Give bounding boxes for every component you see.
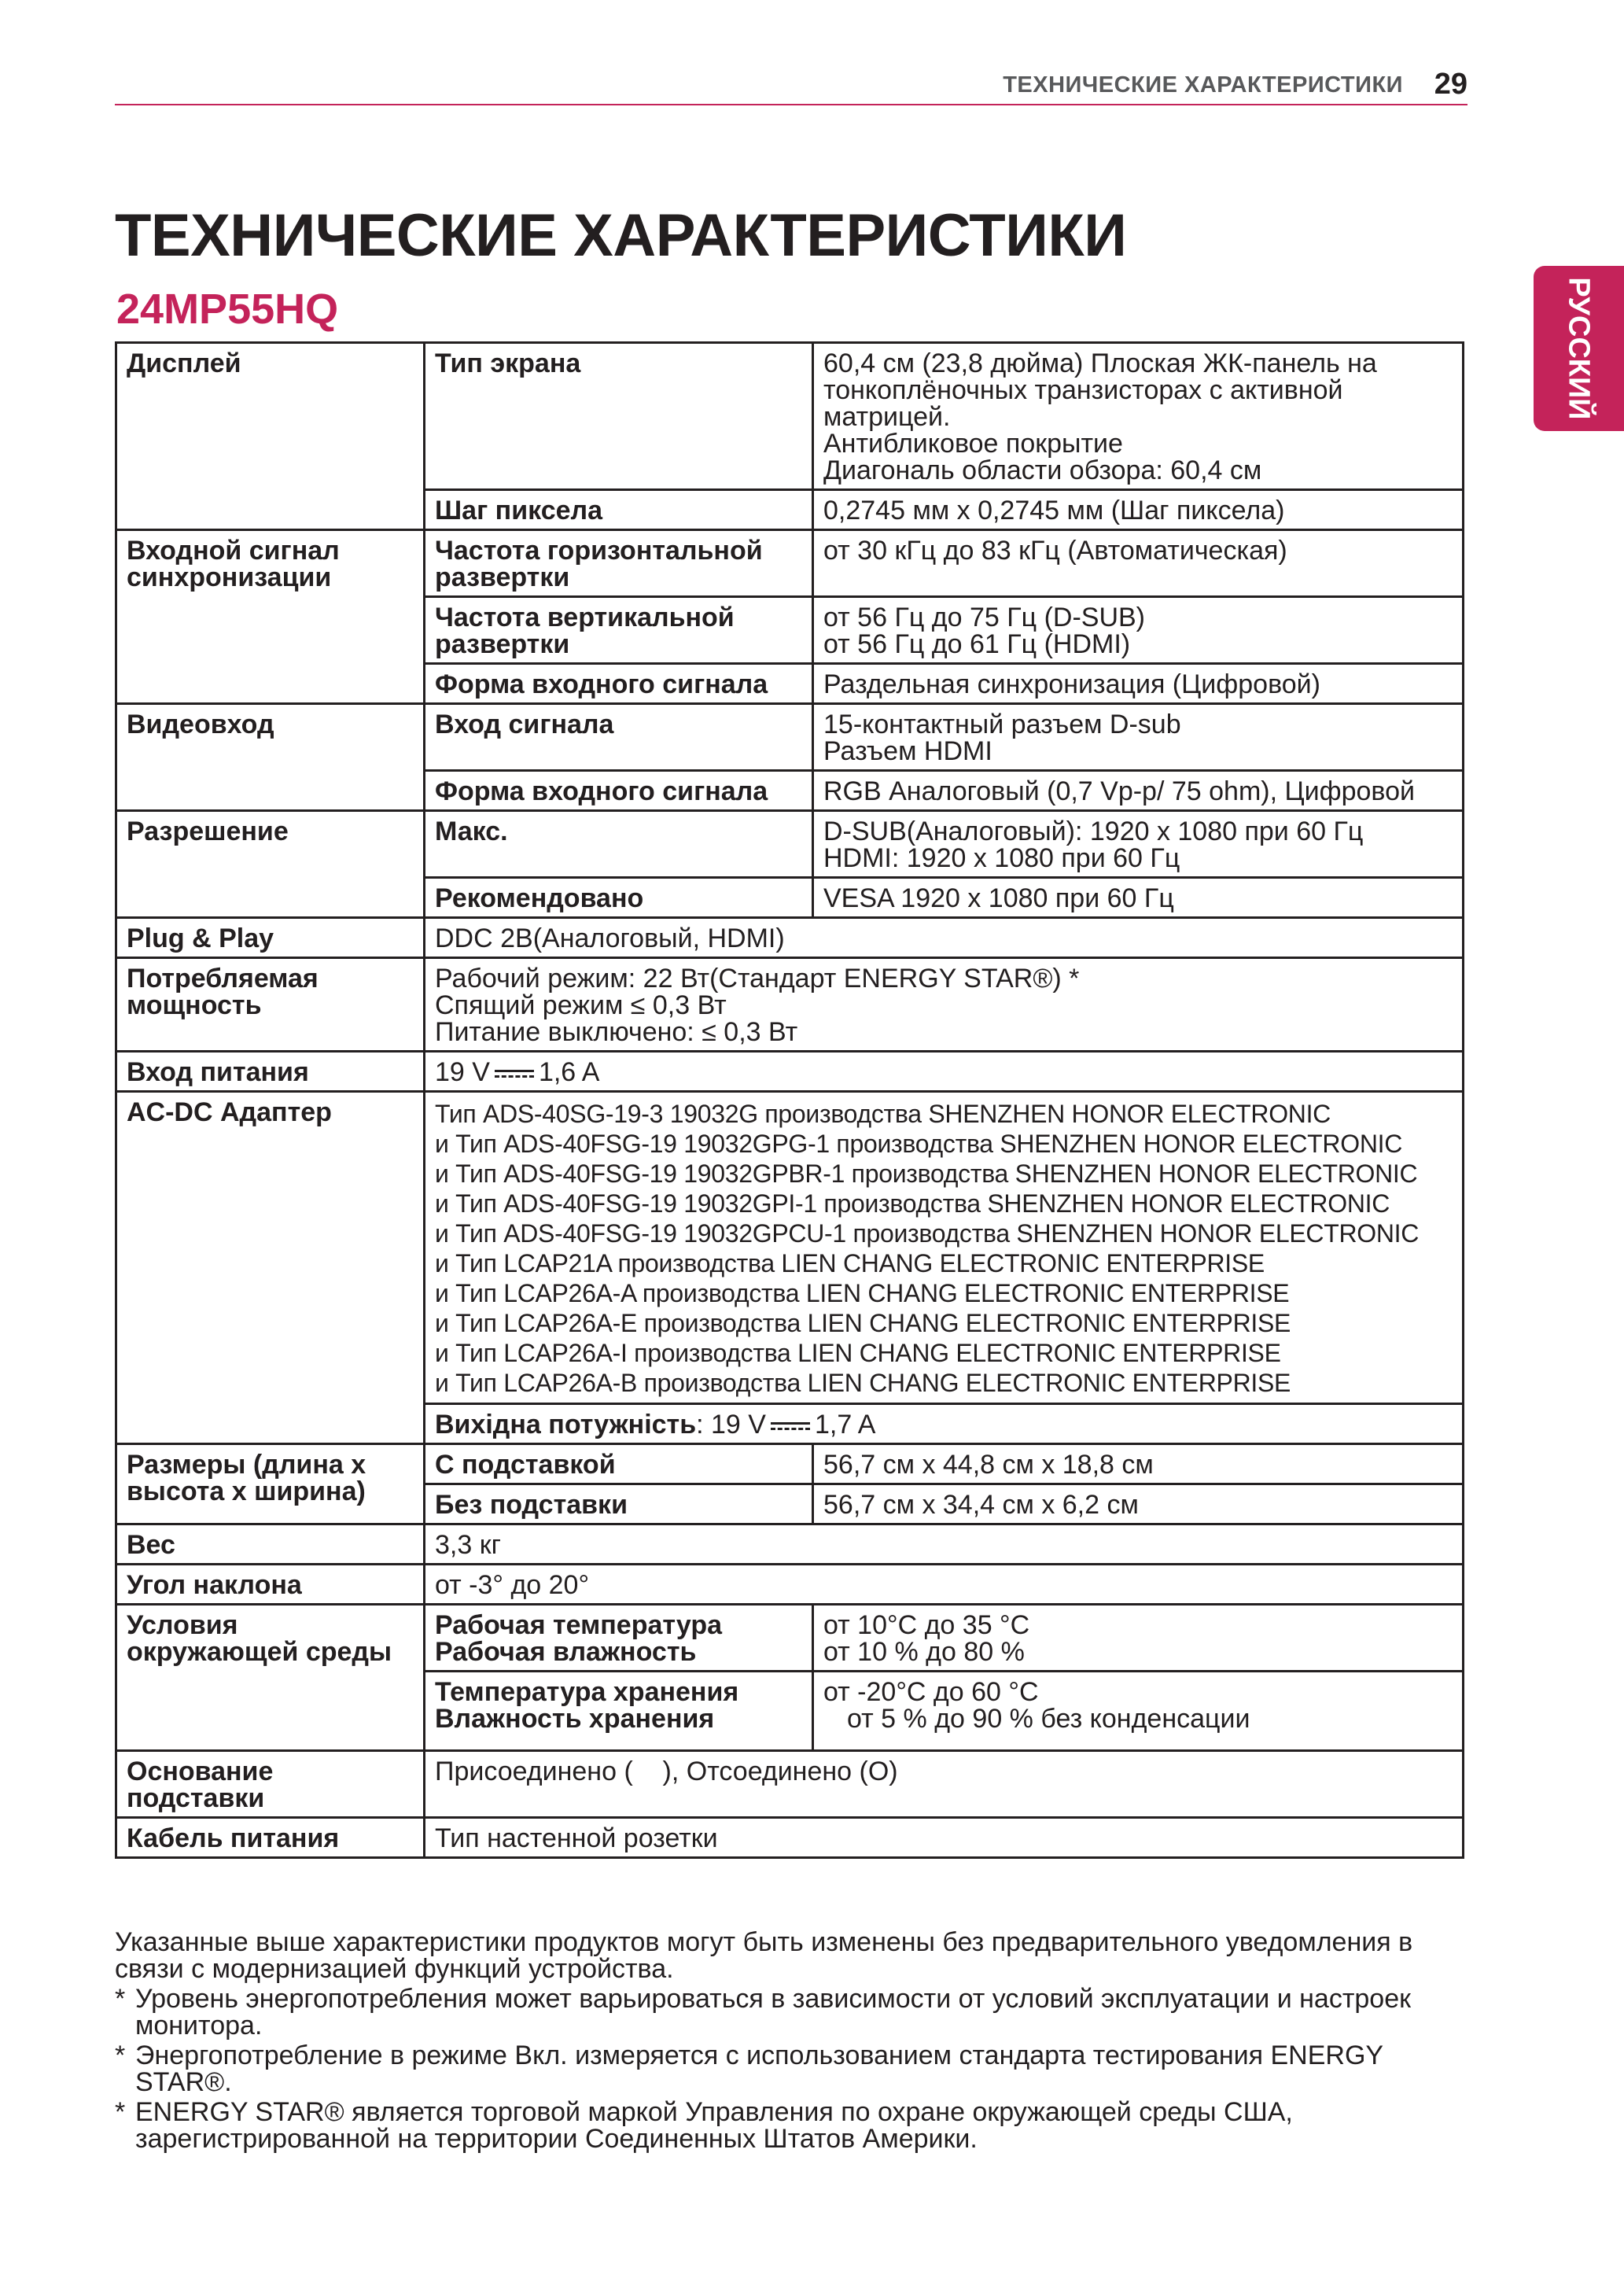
table-row: [116, 704, 1464, 771]
storage-humidity: от 5 % до 90 % без конденсации: [847, 1704, 1250, 1734]
row-label-power-input: Вход питания: [116, 1052, 425, 1092]
table-row: [116, 530, 1464, 597]
row-label-power-cable: Кабель питания: [116, 1818, 425, 1858]
footnote-text: ENERGY STAR® является торговой маркой Управления по охране окружающей среды США, зарегистрированной на территории Соединенных Штатов Америки.: [135, 2097, 1293, 2154]
adapter-output-current: 1,7 A: [814, 1410, 876, 1440]
value-adapter-output: [425, 1404, 1464, 1444]
language-tab-label: РУССКИЙ: [1562, 277, 1596, 420]
table-row: [116, 1605, 1464, 1672]
language-tab: [1534, 266, 1624, 431]
label-recommended: Рекомендовано: [425, 878, 813, 918]
table-row: [116, 1444, 1464, 1484]
table-row: [116, 343, 1464, 490]
storage-temperature: от -20°C до 60 °C: [823, 1677, 1039, 1707]
spec-table: [115, 341, 1464, 1859]
power-input-current: 1,6 A: [538, 1057, 600, 1087]
adapter-line: и Тип LCAP26A-E производства LIEN CHANG ELECTRONIC ENTERPRISE: [435, 1309, 1291, 1337]
value-v-freq: от 56 Гц до 75 Гц (D-SUB) от 56 Гц до 61 Гц (HDMI): [813, 597, 1464, 664]
value-weight: 3,3 кг: [425, 1524, 1464, 1565]
row-label-stand-base: Основание подставки: [116, 1751, 425, 1818]
row-label-video-input: Видеовход: [116, 704, 425, 811]
row-label-weight: Вес: [116, 1524, 425, 1565]
adapter-line: и Тип LCAP26A-B производства LIEN CHANG ELECTRONIC ENTERPRISE: [435, 1369, 1291, 1397]
label-v-freq: Частота вертикальной развертки: [425, 597, 813, 664]
value-screen-type: 60,4 см (23,8 дюйма) Плоская ЖК-панель на тонкоплёночных транзисторах с активной матрицей. Антибликовое покрытие Диагональ области обзора: 60,4 см: [813, 343, 1464, 490]
footnote-star: *: [115, 1984, 126, 2014]
footnote-star: *: [115, 2097, 126, 2127]
table-row: [116, 811, 1464, 878]
adapter-line: и Тип ADS-40FSG-19 19032GPI-1 производства SHENZHEN HONOR ELECTRONIC: [435, 1189, 1390, 1218]
page-title: ТЕХНИЧЕСКИЕ ХАРАКТЕРИСТИКИ: [115, 202, 1127, 269]
footnotes: [115, 1929, 1467, 2155]
disclaimer-text: Указанные выше характеристики продуктов могут быть изменены без предварительного уведомления в связи с модернизацией функций устройства.: [115, 1927, 1413, 1984]
running-title: ТЕХНИЧЕСКИЕ ХАРАКТЕРИСТИКИ: [1003, 72, 1403, 98]
label-without-stand: Без подставки: [425, 1484, 813, 1524]
value-storage-conditions: [813, 1672, 1464, 1751]
adapter-output-voltage: : 19 V: [696, 1410, 766, 1440]
label-with-stand: С подставкой: [425, 1444, 813, 1484]
label-operating-conditions: Рабочая температура Рабочая влажность: [425, 1605, 813, 1672]
row-label-environment: Условия окружающей среды: [116, 1605, 425, 1751]
value-plug-play: DDC 2B(Аналоговый, HDMI): [425, 918, 1464, 958]
label-storage-conditions: Температура хранения Влажность хранения: [425, 1672, 813, 1751]
value-power-cable: Тип настенной розетки: [425, 1818, 1464, 1858]
table-row: [116, 1751, 1464, 1818]
table-row: [116, 958, 1464, 1052]
row-label-power-consumption: Потребляемая мощность: [116, 958, 425, 1052]
table-row: [116, 1565, 1464, 1605]
value-signal-input: 15-контактный разъем D-sub Разъем HDMI: [813, 704, 1464, 771]
adapter-output-label: Вихідна потужність: [435, 1410, 697, 1440]
label-screen-type: Тип экрана: [425, 343, 813, 490]
value-recommended: VESA 1920 x 1080 при 60 Гц: [813, 878, 1464, 918]
label-signal-input: Вход сигнала: [425, 704, 813, 771]
adapter-line: и Тип LCAP26A-A производства LIEN CHANG ELECTRONIC ENTERPRISE: [435, 1279, 1290, 1307]
row-label-adapter: AC-DC Адаптер: [116, 1092, 425, 1444]
value-stand-base: Присоединено ( ), Отсоединено (O): [425, 1751, 1464, 1818]
value-max-resolution: D-SUB(Аналоговый): 1920 x 1080 при 60 Гц HDMI: 1920 x 1080 при 60 Гц: [813, 811, 1464, 878]
footnote-text: Уровень энергопотребления может варьироваться в зависимости от условий эксплуатации и настроек монитора.: [135, 1984, 1411, 2040]
row-label-tilt: Угол наклона: [116, 1565, 425, 1605]
value-power-input: [425, 1052, 1464, 1092]
adapter-line: и Тип ADS-40FSG-19 19032GPBR-1 производства SHENZHEN HONOR ELECTRONIC: [435, 1159, 1418, 1188]
adapter-line: и Тип LCAP26A-I производства LIEN CHANG ELECTRONIC ENTERPRISE: [435, 1339, 1281, 1367]
adapter-line: и Тип ADS-40FSG-19 19032GPCU-1 производства SHENZHEN HONOR ELECTRONIC: [435, 1219, 1420, 1248]
table-row: [116, 1052, 1464, 1092]
dc-current-icon: [771, 1421, 810, 1432]
value-operating-conditions: [813, 1605, 1464, 1672]
operating-humidity: от 10 % до 80 %: [823, 1637, 1025, 1667]
footnote: [115, 2099, 1467, 2152]
label-pixel-pitch: Шаг пиксела: [425, 490, 813, 530]
page-number: 29: [1434, 68, 1467, 101]
footnote: [115, 2042, 1467, 2096]
label-sync-form: Форма входного сигнала: [425, 664, 813, 704]
adapter-line: и Тип ADS-40FSG-19 19032GPG-1 производства SHENZHEN HONOR ELECTRONIC: [435, 1130, 1403, 1158]
footnote-star: *: [115, 2040, 126, 2070]
label-max-resolution: Макс.: [425, 811, 813, 878]
table-row: [116, 1818, 1464, 1858]
value-adapter-list: [425, 1092, 1464, 1404]
footnote-text: Энергопотребление в режиме Вкл. измеряется с использованием стандарта тестирования ENERGY STAR®.: [135, 2040, 1383, 2097]
value-without-stand: 56,7 см x 34,4 см x 6,2 см: [813, 1484, 1464, 1524]
model-name: 24MP55HQ: [116, 286, 339, 333]
table-row: [116, 918, 1464, 958]
row-label-resolution: Разрешение: [116, 811, 425, 918]
power-input-voltage: 19 V: [435, 1057, 490, 1087]
table-row: [116, 1092, 1464, 1404]
value-with-stand: 56,7 см x 44,8 см x 18,8 см: [813, 1444, 1464, 1484]
label-video-form: Форма входного сигнала: [425, 771, 813, 811]
operating-temperature: от 10°C до 35 °C: [823, 1610, 1030, 1640]
value-video-form: RGB Аналоговый (0,7 Vp-p/ 75 ohm), Цифровой: [813, 771, 1464, 811]
table-row: [116, 1524, 1464, 1565]
adapter-line: и Тип LCAP21A производства LIEN CHANG ELECTRONIC ENTERPRISE: [435, 1249, 1265, 1277]
value-tilt: от -3° до 20°: [425, 1565, 1464, 1605]
value-power-consumption: Рабочий режим: 22 Вт(Стандарт ENERGY STAR®) * Спящий режим ≤ 0,3 Вт Питание выключено: ≤ 0,3 Вт: [425, 958, 1464, 1052]
value-h-freq: от 30 кГц до 83 кГц (Автоматическая): [813, 530, 1464, 597]
footnote: [115, 1985, 1467, 2039]
row-label-plug-play: Plug & Play: [116, 918, 425, 958]
adapter-line: Тип ADS-40SG-19-3 19032G производства SHENZHEN HONOR ELECTRONIC: [435, 1100, 1331, 1128]
row-label-dimensions: Размеры (длина x высота x ширина): [116, 1444, 425, 1524]
row-label-display: Дисплей: [116, 343, 425, 530]
value-sync-form: Раздельная синхронизация (Цифровой): [813, 664, 1464, 704]
dc-current-icon: [495, 1068, 534, 1079]
row-label-sync-input: Входной сигнал синхронизации: [116, 530, 425, 704]
running-header: [115, 66, 1467, 105]
value-pixel-pitch: 0,2745 мм x 0,2745 мм (Шаг пиксела): [813, 490, 1464, 530]
label-h-freq: Частота горизонтальной развертки: [425, 530, 813, 597]
